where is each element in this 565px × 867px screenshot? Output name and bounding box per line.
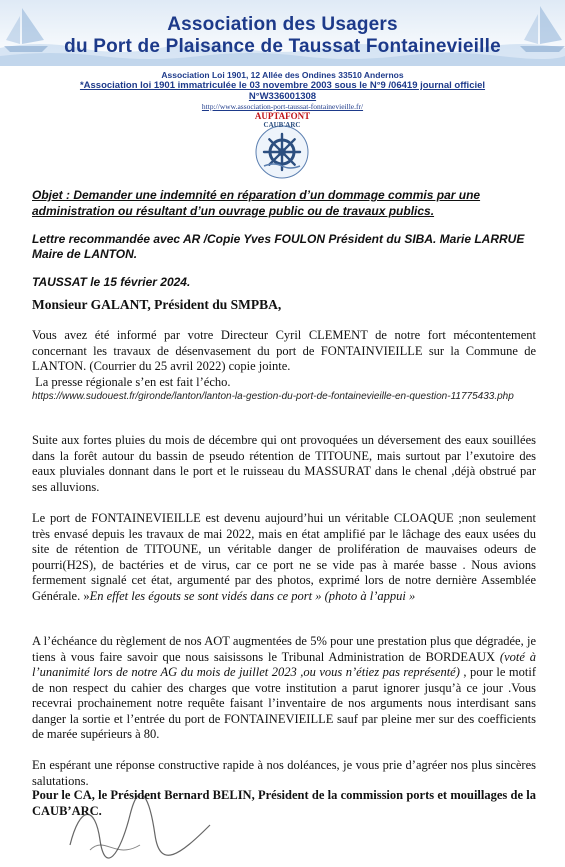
paragraph-3-italic: En effet les égouts se sont vidés dans ce port » (photo à l’appui » xyxy=(89,588,416,603)
association-title-line1: Association des Usagers xyxy=(167,14,398,35)
letter-greeting: Monsieur GALANT, Président du SMPBA, xyxy=(32,297,282,312)
letter-date: TAUSSAT le 15 février 2024. xyxy=(32,275,191,289)
paragraph-3 xyxy=(32,511,536,604)
press-article-url[interactable]: https://www.sudouest.fr/gironde/lanton/lanton-la-gestion-du-port-de-fontainevieille-en-question-11775433.php xyxy=(32,391,514,402)
caubarc-logo xyxy=(252,120,312,180)
paragraph-3-text: Le port de FONTAINEVIEILLE est devenu aujourd’hui un véritable CLOAQUE ;non seulement très envasé depuis les travaux de mai 2022, mais en état amplifié par le lâchage des eaux usées du site de rétention de TITOUNE, un véritable danger de prolifération de mauvaises odeurs de pourri(H2S), de bactéries et de virus, car ce port ne se vide pas à marée basse . Nous avions fermement signalé cet état, argumenté par des photos, exprimé lors de notre dernière Assemblée Générale. » xyxy=(32,511,536,603)
ship-wheel-icon xyxy=(252,120,312,180)
paragraph-4-text-b: , pour le motif de non respect du cahier des charges que votre institution a parut ignorer jusqu’à ce jour .Vous recevrai prochainement notre requête faisant l’inventaire de nos arguments nous interdisant sans danger la sortie et l’entrée du port de FONTAINEVIEILLE sauf par pleine mer sur des coefficients de marée supérieurs à 80. xyxy=(32,665,536,741)
paragraph-4-italic: (voté à l’unanimité lors de notre AG du mois de juillet 2023 ,ou vous n’étiez pas représenté) xyxy=(32,649,536,679)
paragraph-1-text: Vous avez été informé par votre Directeur Cyril CLEMENT de notre fort mécontentement concernant les travaux de désenvasement du port de FONTAINVIEILLE sur la Commune de LANTON. (Courrier du 25 avril 2022) copie jointe. xyxy=(32,328,536,373)
signature-block: Pour le CA, le Président Bernard BELIN, Président de la commission ports et mouillages de la CAUB’ARC. xyxy=(32,788,536,818)
acronym: AUPTAFONT xyxy=(254,111,311,121)
website-link[interactable]: http://www.association-port-taussat-fontainevieille.fr/ xyxy=(201,102,364,111)
association-title-line2: du Port de Plaisance de Taussat Fontainevieille xyxy=(64,36,501,57)
paragraph-1-press: La presse régionale s’en est fait l’écho. xyxy=(35,374,231,389)
registration-line: *Association loi 1901 immatriculée le 03 novembre 2003 sous le N°9 /06419 journal officiel xyxy=(79,80,486,91)
paragraph-2: Suite aux fortes pluies du mois de décembre qui ont provoquées un déversement des eaux souillées dans la forêt autour du bassin de pseudo rétention de TITOUNE, mais surtout par l’exutoire des eaux pluviales donnant dans le port et le ruisseau du MASSURAT dans le chenal ,déjà obstrué par ses alluvions. xyxy=(32,433,536,494)
association-address: Association Loi 1901, 12 Allée des Ondines 33510 Andernos xyxy=(161,70,404,80)
handwritten-signature xyxy=(60,795,220,865)
closing-paragraph: En espérant une réponse constructive rapide à nos doléances, je vous prie d’agréer nos plus sincères salutations. xyxy=(32,758,536,788)
letter-subject: Objet : Demander une indemnité en réparation d’un dommage commis par une administration ou résultant d’un ouvrage public ou de travaux publics. xyxy=(32,188,481,218)
letter-recipients-line: Lettre recommandée avec AR /Copie Yves FOULON Président du SIBA. Marie LARRUE Maire de LANTON. xyxy=(32,232,525,261)
paragraph-1 xyxy=(32,328,536,390)
registration-number: N°W336001308 xyxy=(248,91,317,102)
paragraph-4-text-a: A l’échéance du règlement de nos AOT augmentées de 5% pour une prestation plus que dégradée, je tiens à vous faire savoir que nous saisissons le Tribunal Administration de BORDEAUX xyxy=(32,634,536,664)
paragraph-4 xyxy=(32,634,536,743)
logo-text: CAUB'ARC xyxy=(263,121,301,129)
